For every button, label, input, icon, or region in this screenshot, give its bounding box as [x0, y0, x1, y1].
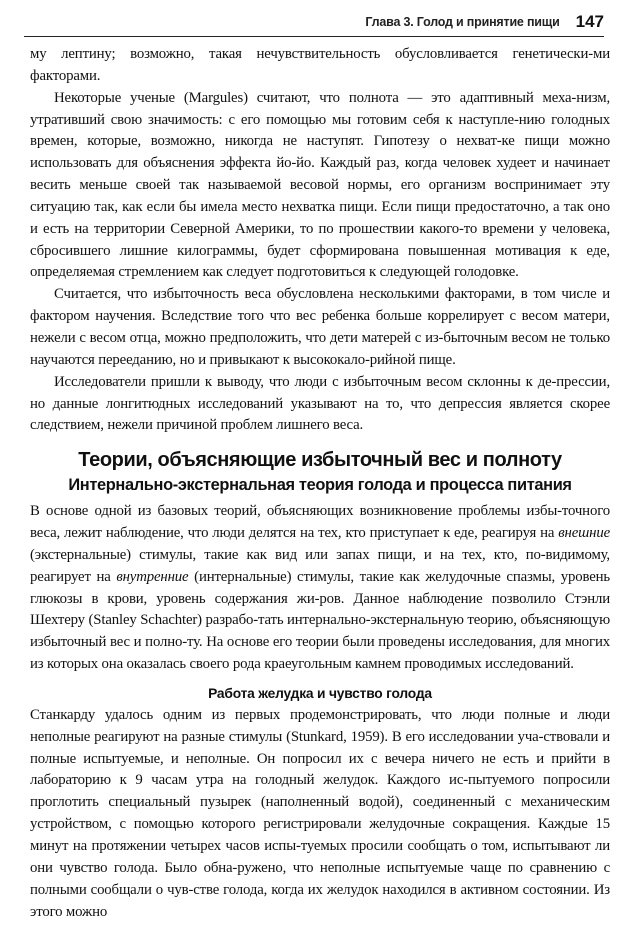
- paragraph-text-part: (интернальные) стимулы, такие как желудочные спазмы, уровень глюкозы в крови, уровень содержания жи-ров. Данное наблюдение позволило Стэнли Шехтеру (Stanley Schachter) разрабо-тать интернально-экстернальную теорию, объясняющую избыточный вес и полно-ту. На основе его теории были проведены исследования, для многих из которых она оказалась своего рода краеугольным камнем проводимых исследований.: [30, 568, 611, 673]
- section-heading: Теории, объясняющие избыточный вес и полноту: [78, 449, 562, 472]
- running-header: [24, 12, 604, 37]
- chapter-title: Глава 3. Голод и принятие пищи: [365, 15, 560, 29]
- subsubsection-heading: Работа желудка и чувство голода: [208, 685, 432, 701]
- paragraph-stunkard-study: Станкарду удалось одним из первых продемонстрировать, что люди полные и люди неполные реагируют на разные стимулы (Stunkard, 1959). В его исследовании уча-ствовали и полные испытуемые, и неполные. Он попросил их с вечера ничего не есть и прийти в лабораторию к 9 часам утра на голодный желудок. Каждого ис-пытуемого попросили проглотить специальный пузырек (наполненный водой), соединенный с механическим устройством, с помощью которого регистрировали желудочные сокращения. Каждые 15 минут на протяжении четырех часов испы-туемых просили сообщать о том, испытывают ли они чувство голода. Было обна-ружено, что неполные испытуемые чаще по сравнению с полными сообщали о чув-стве голода, когда их желудок находился в активном состоянии. Из этого можно: [30, 706, 610, 920]
- emphasis-external: внешние: [558, 525, 610, 542]
- paragraph-learning-factor: Считается, что избыточность веса обусловлена несколькими факторами, в том числе и фактором научения. Вследствие того что вес ребенка больше коррелирует с весом матери, нежели с весом отца, можно предположить, что дети матерей с из-быточным весом не только научаются перееданию, но и привыкают к высококало-рийной пище.: [30, 286, 610, 368]
- emphasis-internal: внутренние: [116, 568, 189, 585]
- paragraph-continuation: му лептину; возможно, такая нечувствительность обусловливается генетически-ми факторами.: [30, 46, 610, 84]
- paragraph-text-part: В основе одной из базовых теорий, объясняющих возникновение проблемы избы-точного веса, лежит наблюдение, что люди делятся на тех, кто приступает к еде, реагируя на: [30, 503, 610, 542]
- paragraph-internal-external-theory: [30, 501, 610, 676]
- paragraph-text-part: (экстернальные) стимулы, такие как вид или запах пищи, и на тех, кто, по-видимому, реагирует на: [30, 546, 610, 585]
- page-body: [30, 44, 610, 923]
- subsection-heading: Интернально-экстернальная теория голода и процесса питания: [68, 476, 572, 495]
- paragraph-depression: Исследователи пришли к выводу, что люди с избыточным весом склонны к де-прессии, но данные лонгитюдных исследований указывают на то, что депрессия является скорее следствием, нежели причиной проблем лишнего веса.: [30, 373, 610, 434]
- page-number: 147: [575, 12, 604, 31]
- paragraph-margules: Некоторые ученые (Margules) считают, что полнота — это адаптивный меха-низм, утративший свою значимость: с его помощью мы готовим себя к наступле-нию голодных времен, которые, возможно, никогда не наступят. Гипотезу о нехват-ке пищи можно использовать для объяснения эффекта йо-йо. Каждый раз, когда человек худеет и начинает весить меньше своей так называемой весовой нормы, его организм воспринимает эту ситуацию так, как если бы имела место нехватка пищи. Если пищи предостаточно, а так оно и есть на территории Северной Америки, то по прошествии какого-то времени у человека, сбросившего лишние килограммы, будет сформирована повышенная мотивация к еде, определяемая стремлением как следует подготовиться к следующей голодовке.: [30, 89, 610, 281]
